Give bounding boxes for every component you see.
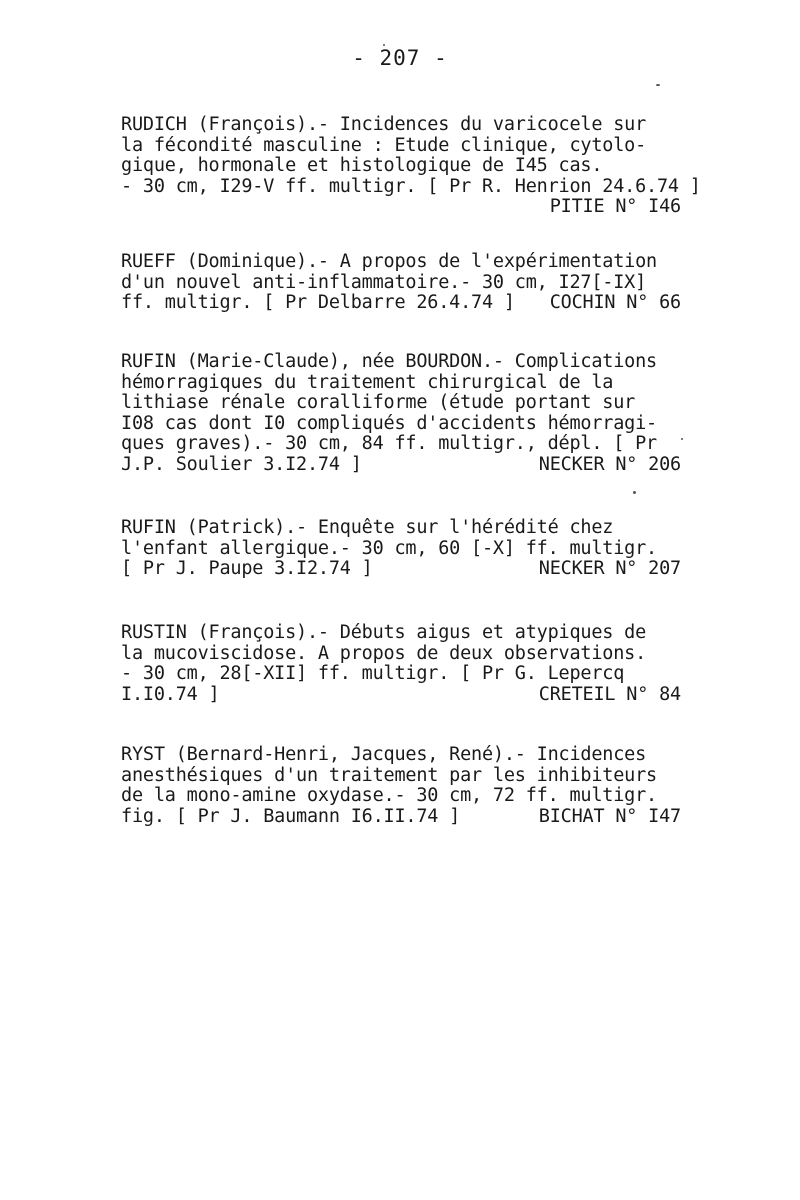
entry-line: la mucoviscidose. A propos de deux observations. — [121, 642, 647, 664]
entry-line: - 30 cm, I29-V ff. multigr. [ Pr R. Henrion 24.6.74 ] — [121, 175, 701, 197]
entry-line: anesthésiques d'un traitement par les inhibiteurs — [121, 764, 657, 786]
page-number: - 207 - — [352, 46, 448, 70]
entry-location: COCHIN N° 66 — [549, 292, 681, 313]
entry-location: NECKER N° 207 — [538, 558, 681, 579]
entry-line: d'un nouvel anti-inflammatoire.- 30 cm, I27[-IX] — [121, 271, 647, 293]
entry-last-line — [121, 807, 681, 828]
entry-line: RUEFF (Dominique).- A propos de l'expérimentation — [121, 251, 657, 272]
entry-last-line — [121, 685, 681, 706]
entry-line: lithiase rénale coralliforme (étude portant sur — [121, 392, 636, 413]
entry-last-line — [121, 293, 681, 314]
bibliography-entry — [121, 623, 681, 705]
bibliography-entry — [121, 518, 681, 580]
entry-line: ques graves).- 30 cm, 84 ff. multigr., dépl. [ Pr — [121, 433, 657, 454]
entry-line: la fécondité masculine : Etude clinique, cytolo- — [121, 134, 647, 156]
bibliography-entry — [121, 252, 681, 314]
entry-location: BICHAT N° I47 — [538, 805, 681, 827]
entry-line: fig. [ Pr J. Baumann I6.II.74 ] — [121, 805, 461, 827]
entry-line: [ Pr J. Paupe 3.I2.74 ] — [121, 558, 373, 579]
bibliography-entry — [121, 352, 681, 475]
entry-last-line — [121, 455, 681, 476]
entry-line: - 30 cm, 28[-XII] ff. multigr. [ Pr G. Lepercq — [121, 663, 625, 684]
entry-line: RUDICH (François).- Incidences du varicocele sur — [121, 114, 647, 135]
entry-line: l'enfant allergique.- 30 cm, 60 [-X] ff. multigr. — [121, 537, 657, 559]
entry-line: RUSTIN (François).- Débuts aigus et atypiques de — [121, 622, 647, 643]
scan-speck — [681, 438, 683, 440]
entry-line: ff. multigr. [ Pr Delbarre 26.4.74 ] — [121, 292, 515, 313]
entry-line: J.P. Soulier 3.I2.74 ] — [121, 453, 362, 475]
entry-line: RUFIN (Patrick).- Enquête sur l'hérédité chez — [121, 517, 614, 538]
entry-line: I08 cas dont I0 compliqués d'accidents hémorragi- — [121, 412, 657, 434]
entry-line: RUFIN (Marie-Claude), née BOURDON.- Complications — [121, 351, 657, 372]
scan-speck — [383, 44, 385, 46]
entry-line: hémorragiques du traitement chirurgical de la — [121, 371, 614, 393]
scan-speck — [633, 491, 636, 494]
scan-speck — [656, 84, 660, 86]
entry-location: PITIE N° I46 — [549, 196, 681, 217]
entry-location: NECKER N° 206 — [538, 453, 681, 475]
entry-last-line — [121, 559, 681, 580]
entry-line: de la mono-amine oxydase.- 30 cm, 72 ff. multigr. — [121, 785, 657, 806]
entry-location: CRETEIL N° 84 — [538, 683, 681, 705]
entry-line: I.I0.74 ] — [121, 683, 220, 705]
entry-line: RYST (Bernard-Henri, Jacques, René).- Incidences — [121, 744, 647, 765]
entry-line: gique, hormonale et histologique de I45 cas. — [121, 155, 603, 176]
bibliography-entry — [121, 114, 701, 218]
bibliography-entry — [121, 745, 681, 827]
